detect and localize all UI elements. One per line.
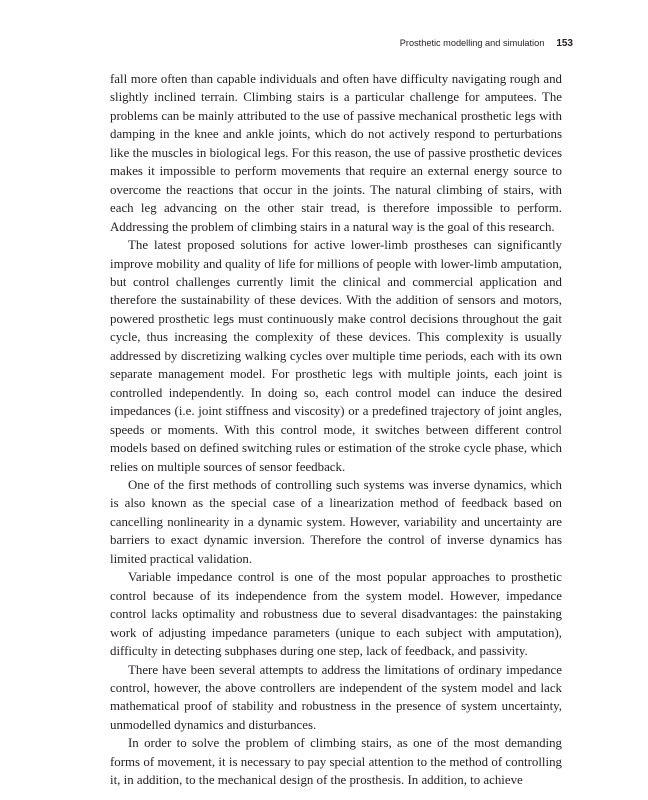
page-number: 153 <box>556 38 573 49</box>
paragraph-2: The latest proposed solutions for active lower-limb prostheses can significantly improve mobility and quality of life for millions of people with lower-limb amputation, but control challenges currently limit the clinical and commercial application and therefore the sustainability of these devices. With the addition of sensors and motors, powered prosthetic legs must continuously make control decisions throughout the gait cycle, thus increasing the complexity of these devices. This complexity is usually addressed by discretizing walking cycles over multiple time periods, each with its own separate management model. For prosthetic legs with multiple joints, each joint is controlled independently. In doing so, each control model can induce the desired impedances (i.e. joint stiffness and viscosity) or a predefined trajectory of joint angles, speeds or moments. With this control mode, it switches between different control models based on defined switching rules or estimation of the stroke cycle phase, which relies on multiple sources of sensor feedback. <box>110 238 562 474</box>
paragraph-4: Variable impedance control is one of the most popular approaches to prosthetic control because of its independence from the system model. However, impedance control lacks optimality and robustness due to several disadvantages: the painstaking work of adjusting impedance parameters (unique to each subject with amputation), difficulty in detecting subphases during one step, lack of feedback, and passivity. <box>110 570 562 659</box>
running-header <box>110 38 573 49</box>
paragraph-5: There have been several attempts to address the limitations of ordinary impedance control, however, the above controllers are independent of the system model and lack mathematical proof of stability and robustness in the presence of system uncertainty, unmodelled dynamics and disturbances. <box>110 662 562 732</box>
paragraph-3: One of the first methods of controlling such systems was inverse dynamics, which is also known as the special case of a linearization method of feedback based on cancelling nonlinearity in a dynamic system. However, variability and uncertainty are barriers to exact dynamic inversion. Therefore the control of inverse dynamics has limited practical validation. <box>110 477 562 566</box>
paragraph-1: fall more often than capable individuals and often have difficulty navigating rough and slightly inclined terrain. Climbing stairs is a particular challenge for amputees. The problems can be mainly attributed to the use of passive mechanical prosthetic legs with damping in the knee and ankle joints, which do not actively respond to perturbations like the muscles in biological legs. For this reason, the use of passive prosthetic devices makes it impossible to perform movements that require an external energy source to overcome the reactions that occur in the joints. The natural climbing of stairs, with each leg advancing on the other stair tread, is therefore impossible to perform. Addressing the problem of climbing stairs in a natural way is the goal of this research. <box>110 72 562 234</box>
paragraph-6: In order to solve the problem of climbing stairs, as one of the most demanding forms of movement, it is necessary to pay special attention to the method of controlling it, in addition, to the mechanical design of the prosthesis. In addition, to achieve <box>110 736 562 788</box>
running-title: Prosthetic modelling and simulation <box>399 38 545 48</box>
body-text <box>110 70 562 790</box>
